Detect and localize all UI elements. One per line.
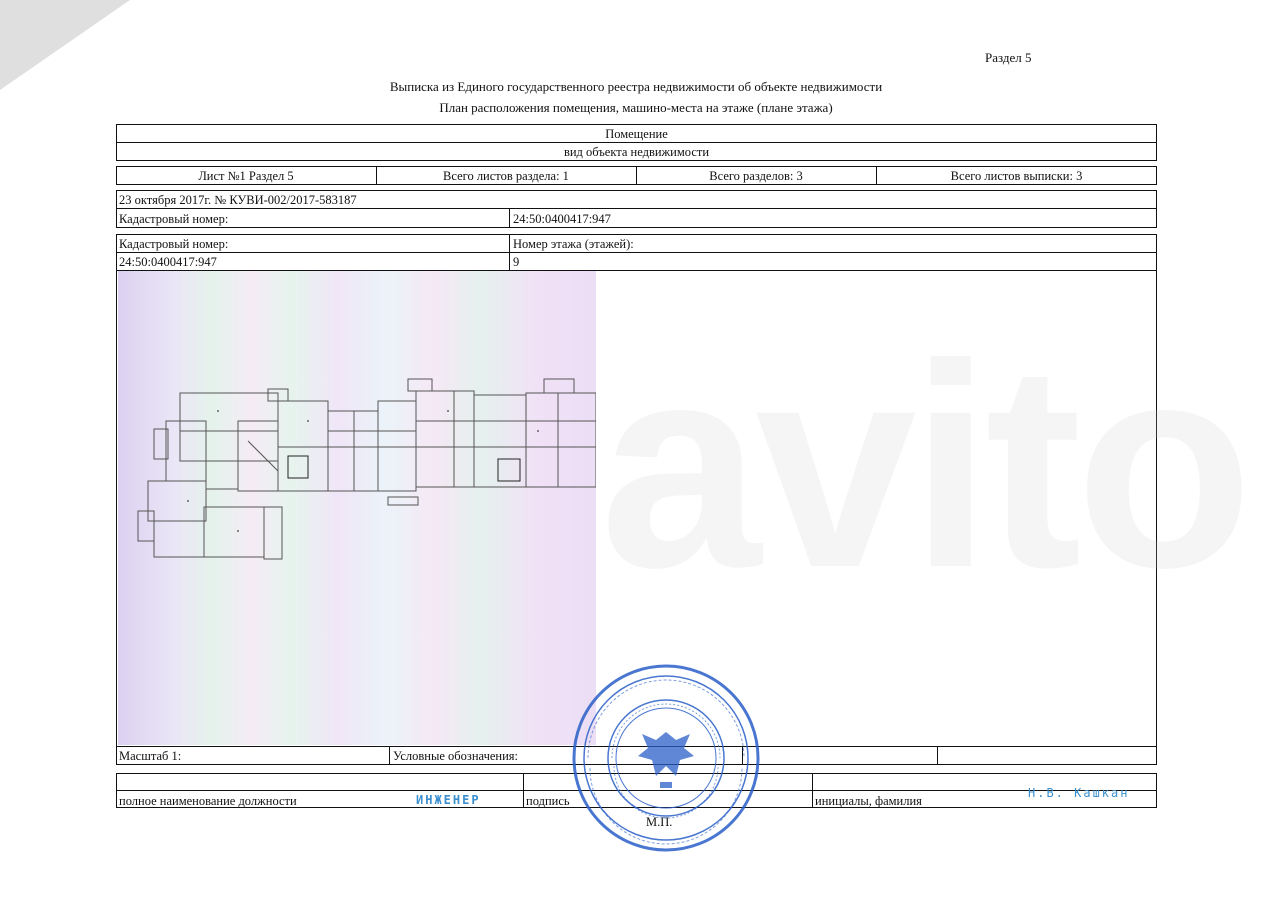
document-date-number: 23 октября 2017г. № КУВИ-002/2017-583187: [119, 193, 357, 207]
sheet-number: Лист №1 Раздел 5: [198, 169, 294, 183]
floor-plan-image: [118, 271, 596, 745]
cadastral-label-2: Кадастровый номер:: [119, 237, 229, 251]
object-type-label: вид объекта недвижимости: [563, 145, 710, 159]
eagle-emblem-icon: [638, 732, 694, 788]
legend-label: Условные обозначения:: [393, 749, 519, 763]
cadastral-value-1: 24:50:0400417:947: [513, 212, 611, 226]
signature-label: подпись: [526, 794, 570, 808]
initials-label: инициалы, фамилия: [815, 794, 922, 808]
official-stamp-seal: [568, 660, 764, 856]
floor-label: Номер этажа (этажей):: [513, 237, 634, 251]
section-header: Раздел 5: [985, 50, 1032, 65]
document-subtitle: План расположения помещения, машино-места на этаже (плане этажа): [439, 100, 833, 115]
total-sheets-extract: Всего листов выписки: 3: [950, 169, 1083, 183]
document-title: Выписка из Единого государственного реестра недвижимости об объекте недвижимости: [389, 79, 883, 94]
avito-watermark: avito: [600, 304, 1247, 628]
position-value: ИНЖЕНЕР: [416, 793, 481, 807]
scale-label: Масштаб 1:: [119, 749, 182, 763]
floor-value: 9: [513, 255, 520, 269]
scan-corner-fold: [0, 0, 130, 90]
object-type-value: Помещение: [605, 127, 668, 141]
total-sections: Всего разделов: 3: [709, 169, 803, 183]
initials-value: Н.В. Кашкан: [1028, 786, 1130, 800]
seal-label: М.П.: [646, 815, 673, 829]
total-sheets-section: Всего листов раздела: 1: [443, 169, 569, 183]
position-label: полное наименование должности: [119, 794, 297, 808]
cadastral-label-1: Кадастровый номер:: [119, 212, 229, 226]
floor-plan-drawing: [118, 271, 596, 745]
cadastral-value-2: 24:50:0400417:947: [119, 255, 217, 269]
